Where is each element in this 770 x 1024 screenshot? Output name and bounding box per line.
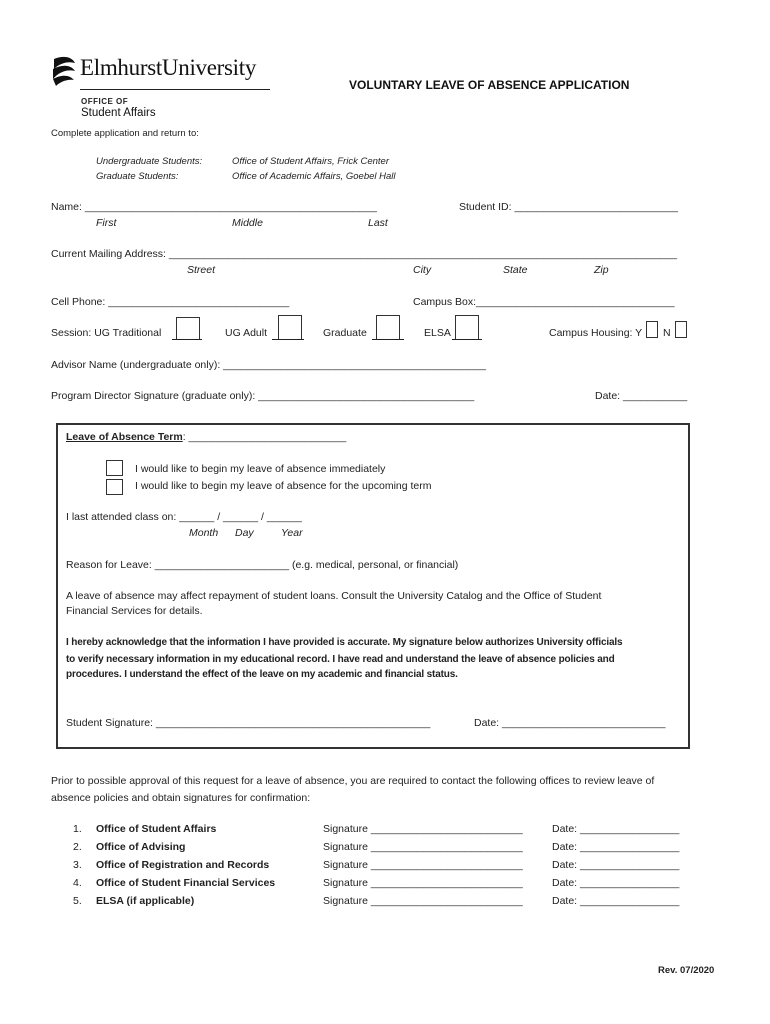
office-date-field[interactable]: Date: _________________: [552, 877, 680, 889]
return-instructions: Complete application and return to:: [51, 128, 199, 139]
approval-intro-line2: absence policies and obtain signatures for confirmation:: [51, 792, 311, 804]
upcoming-term-label: I would like to begin my leave of absence for the upcoming term: [135, 480, 432, 492]
ug-students-label: Undergraduate Students:: [96, 156, 203, 167]
office-number: 1.: [73, 823, 82, 835]
office-number: 5.: [73, 895, 82, 907]
upcoming-term-checkbox[interactable]: [106, 479, 123, 495]
office-name: ELSA (if applicable): [96, 895, 195, 907]
university-shield-icon: [50, 55, 78, 87]
office-date-field[interactable]: Date: _________________: [552, 823, 680, 835]
office-name: Office of Student Financial Services: [96, 877, 276, 889]
office-of-label: OFFICE OF: [81, 97, 129, 106]
mailing-address-field[interactable]: Current Mailing Address: _______________________________________________________________________________________: [51, 248, 677, 260]
student-signature-field[interactable]: Student Signature: _______________________________________________: [66, 717, 431, 729]
student-signature-date-field[interactable]: Date: ____________________________: [474, 717, 666, 729]
ug-traditional-checkbox[interactable]: [176, 317, 200, 339]
leave-term-row: [66, 431, 346, 443]
office-name: Office of Student Affairs: [96, 823, 217, 835]
cell-phone-field[interactable]: Cell Phone: _______________________________: [51, 296, 290, 308]
leave-term-field[interactable]: : ___________________________: [182, 431, 347, 443]
office-name: Office of Registration and Records: [96, 859, 270, 871]
director-date-field[interactable]: Date: ___________: [595, 390, 688, 402]
street-caption: Street: [187, 264, 216, 276]
student-affairs-label: Student Affairs: [81, 107, 156, 119]
ug-adult-underline: [272, 339, 304, 340]
grad-students-label: Graduate Students:: [96, 171, 179, 182]
office-number: 3.: [73, 859, 82, 871]
office-date-field[interactable]: Date: _________________: [552, 859, 680, 871]
office-signature-field[interactable]: Signature __________________________: [323, 859, 523, 871]
office-signature-field[interactable]: Signature __________________________: [323, 841, 523, 853]
ug-adult-checkbox[interactable]: [278, 315, 302, 339]
zip-caption: Zip: [594, 264, 609, 276]
ug-traditional-underline: [172, 339, 202, 340]
immediate-leave-label: I would like to begin my leave of absence immediately: [135, 463, 386, 475]
first-name-caption: First: [96, 217, 117, 229]
acknowledgement-line3: procedures. I understand the effect of the leave on my academic and financial status.: [66, 669, 458, 680]
acknowledgement-line1: I hereby acknowledge that the information I have provided is accurate. My signature below authorizes University officials: [66, 637, 623, 648]
advisor-name-field[interactable]: Advisor Name (undergraduate only): _____________________________________________: [51, 359, 486, 371]
office-signature-field[interactable]: Signature __________________________: [323, 895, 523, 907]
director-signature-field[interactable]: Program Director Signature (graduate only): _____________________________________: [51, 390, 475, 402]
session-label: Session: UG Traditional: [51, 327, 162, 339]
office-signature-field[interactable]: Signature __________________________: [323, 877, 523, 889]
last-attended-field[interactable]: I last attended class on: ______ / ______ / ______: [66, 511, 302, 523]
day-caption: Day: [235, 527, 254, 539]
office-name: Office of Advising: [96, 841, 186, 853]
grad-students-office: Office of Academic Affairs, Goebel Hall: [232, 171, 396, 182]
year-caption: Year: [281, 527, 303, 539]
office-date-field[interactable]: Date: _________________: [552, 841, 680, 853]
ug-students-office: Office of Student Affairs, Frick Center: [232, 156, 389, 167]
office-date-field[interactable]: Date: _________________: [552, 895, 680, 907]
approval-intro-line1: Prior to possible approval of this request for a leave of absence, you are required to contact the following offices to review leave of: [51, 775, 655, 787]
revision-label: Rev. 07/2020: [658, 965, 715, 976]
office-number: 4.: [73, 877, 82, 889]
campus-box-field[interactable]: Campus Box:__________________________________: [413, 296, 675, 308]
logo-divider: [80, 89, 270, 90]
page-title: VOLUNTARY LEAVE OF ABSENCE APPLICATION: [349, 78, 630, 92]
name-field[interactable]: Name: __________________________________________________: [51, 201, 377, 213]
office-signature-field[interactable]: Signature __________________________: [323, 823, 523, 835]
month-caption: Month: [189, 527, 219, 539]
graduate-underline: [372, 339, 404, 340]
last-name-caption: Last: [368, 217, 388, 229]
graduate-checkbox[interactable]: [376, 315, 400, 339]
middle-name-caption: Middle: [232, 217, 263, 229]
reason-for-leave-field[interactable]: Reason for Leave: _______________________ (e.g. medical, personal, or financial): [66, 559, 459, 571]
city-caption: City: [413, 264, 432, 276]
graduate-label: Graduate: [323, 327, 367, 339]
elsa-label: ELSA: [424, 327, 451, 339]
elsa-checkbox[interactable]: [455, 315, 479, 339]
office-number: 2.: [73, 841, 82, 853]
elsa-underline: [452, 339, 482, 340]
ug-adult-label: UG Adult: [225, 327, 268, 339]
loan-notice-line1: A leave of absence may affect repayment of student loans. Consult the University Catalog and the Office of Student: [66, 590, 602, 602]
housing-yes-checkbox[interactable]: [646, 321, 658, 338]
housing-no-checkbox[interactable]: [675, 321, 687, 338]
student-id-field[interactable]: Student ID: ____________________________: [459, 201, 678, 213]
acknowledgement-line2: to verify necessary information in my educational record. I have read and understand the leave of absence policies and: [66, 654, 615, 665]
immediate-leave-checkbox[interactable]: [106, 460, 123, 476]
university-logo-text: ElmhurstUniversity: [80, 55, 257, 80]
housing-no-label: N: [663, 327, 671, 339]
campus-housing-label: Campus Housing: Y: [549, 327, 643, 339]
loan-notice-line2: Financial Services for details.: [66, 605, 203, 617]
state-caption: State: [503, 264, 528, 276]
leave-term-label: Leave of Absence Term: [66, 431, 183, 443]
